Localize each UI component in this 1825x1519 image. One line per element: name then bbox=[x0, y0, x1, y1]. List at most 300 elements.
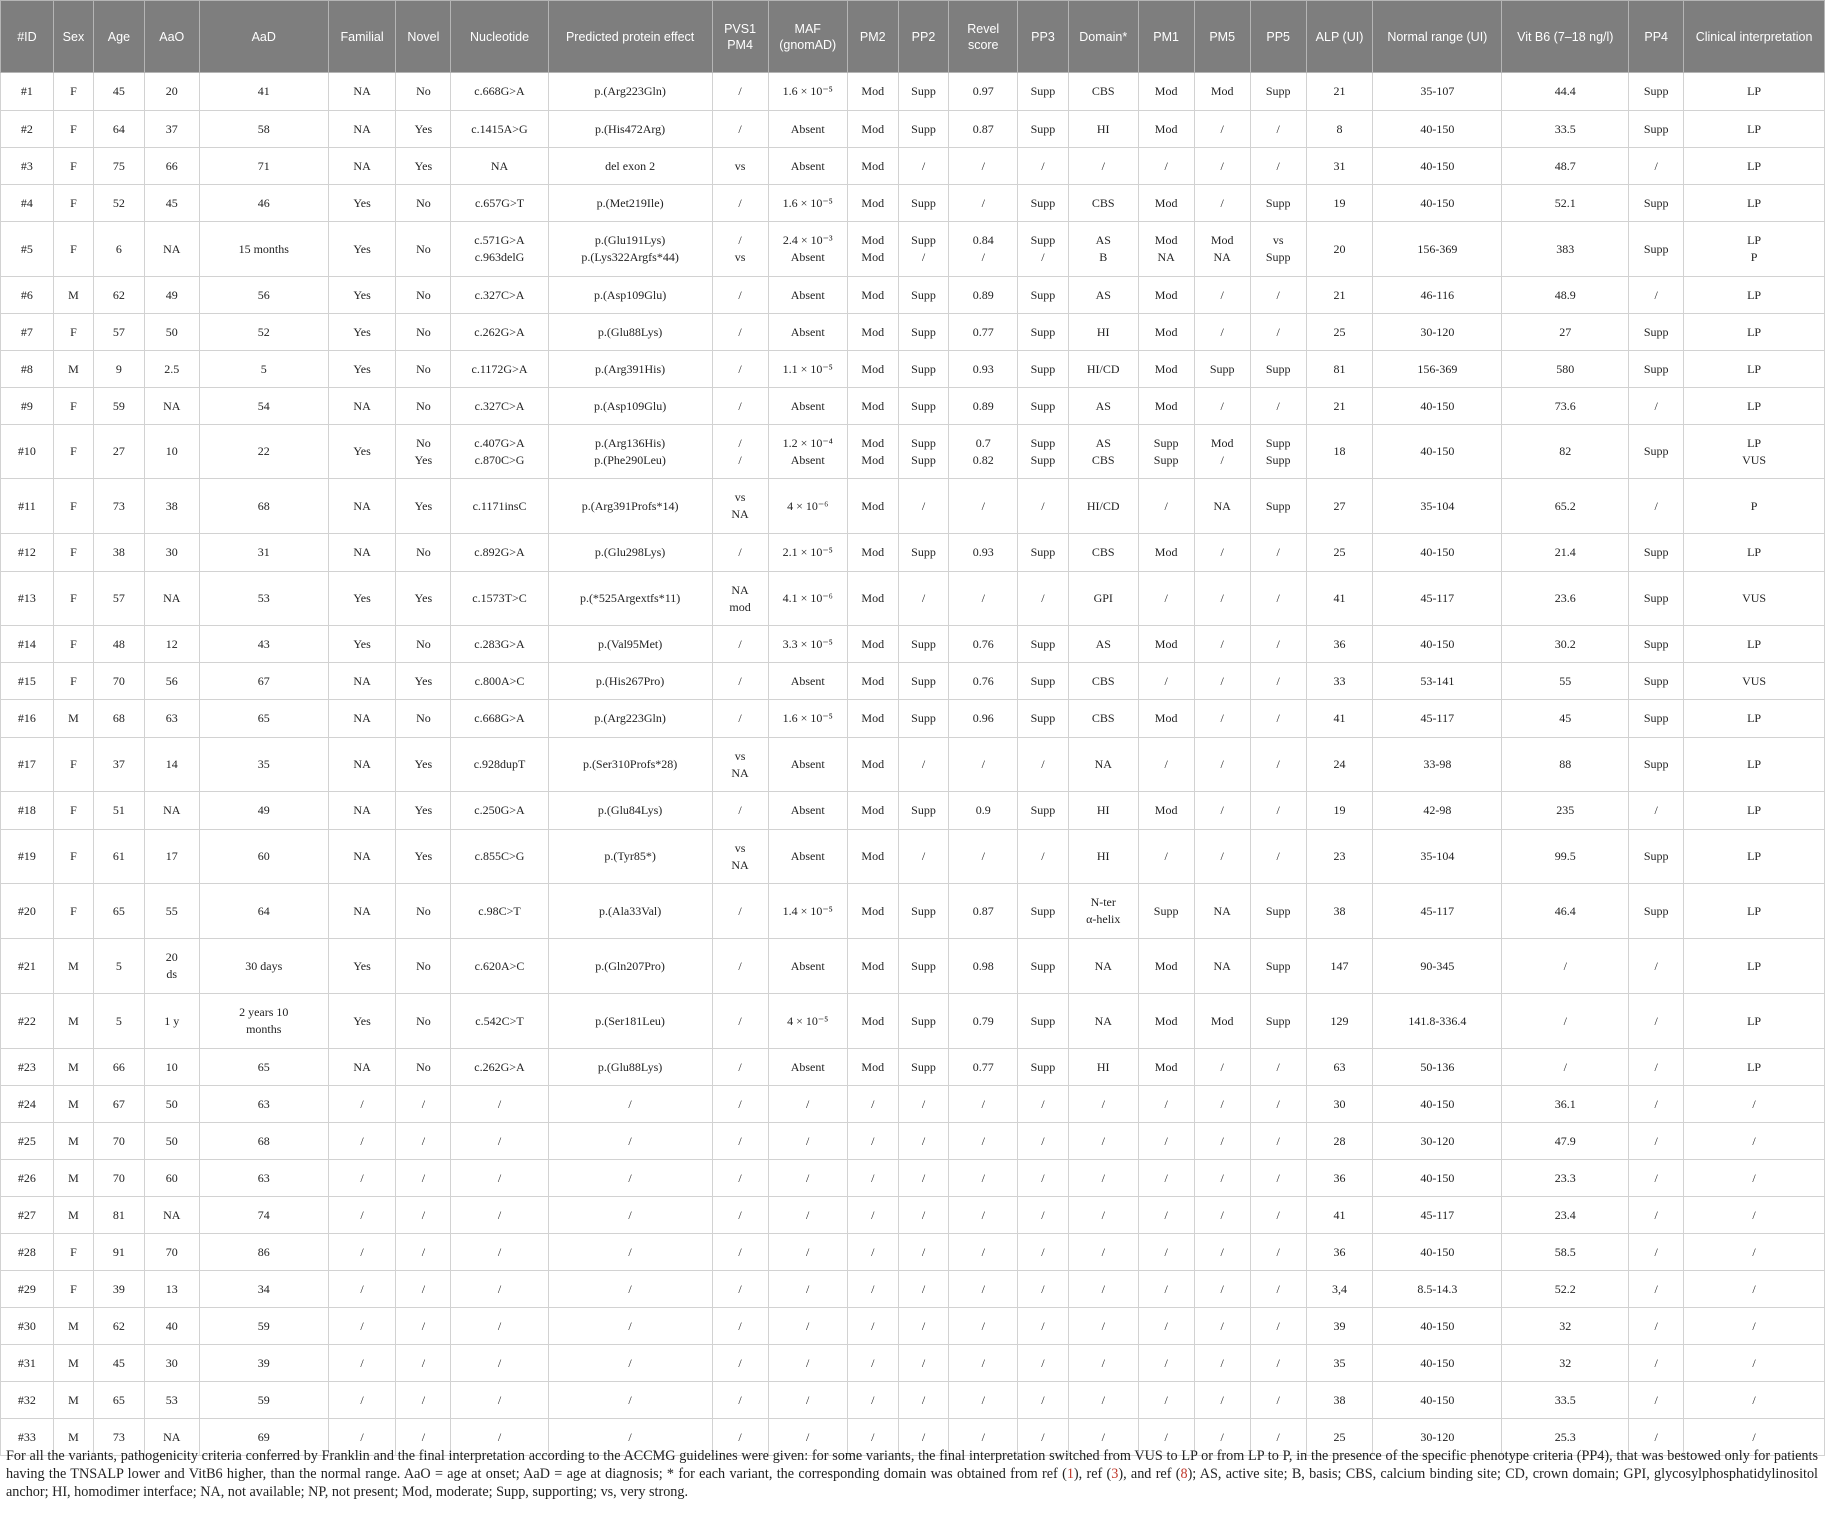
cell-pp2 bbox=[898, 830, 949, 884]
cell-line: F bbox=[70, 158, 77, 173]
cell-line: / bbox=[628, 1170, 632, 1185]
cell-line: Mod bbox=[861, 361, 885, 376]
footnote-ref-2[interactable]: 3 bbox=[1111, 1466, 1119, 1482]
col-header-clinical-interpretation: Clinical interpretation bbox=[1684, 1, 1825, 73]
cell-normal-range-ui bbox=[1373, 314, 1502, 351]
cell-line: p.(Arg136His) bbox=[595, 435, 666, 450]
cell-line: #3 bbox=[20, 158, 33, 173]
cell-line: Mod bbox=[861, 545, 885, 559]
cell-aao bbox=[144, 884, 199, 939]
cell-line: 45 bbox=[1559, 711, 1572, 725]
cell-line: NA bbox=[1213, 250, 1231, 264]
cell-pp5 bbox=[1250, 572, 1306, 626]
cell-vit-b6-7-18-ng-l bbox=[1502, 425, 1629, 479]
cell-alp-ui bbox=[1306, 830, 1373, 884]
cell-line: 64 bbox=[112, 121, 125, 136]
cell-alp-ui bbox=[1306, 1271, 1373, 1308]
cell-line: c.800A>C bbox=[474, 673, 525, 688]
cell-age bbox=[94, 884, 145, 939]
cell-line: HI bbox=[1096, 1059, 1110, 1074]
cell-pp5 bbox=[1250, 1308, 1306, 1345]
cell-revel-score bbox=[949, 700, 1018, 738]
cell-sex bbox=[53, 277, 93, 314]
cell-line: / bbox=[806, 1133, 810, 1148]
cell-line: p.(Ser310Profs*28) bbox=[582, 757, 678, 771]
cell-familial bbox=[328, 1197, 396, 1234]
cell-line: Yes bbox=[414, 498, 433, 513]
cell-age bbox=[94, 314, 145, 351]
cell-familial bbox=[328, 1234, 396, 1271]
cell-line: / bbox=[360, 1096, 364, 1111]
cell-line: VUS bbox=[1742, 452, 1767, 467]
table-row bbox=[1, 1345, 1825, 1382]
cell-line: CBS bbox=[1091, 84, 1115, 98]
cell-aao bbox=[144, 1234, 199, 1271]
table-row bbox=[1, 663, 1825, 700]
cell-line: 39 bbox=[257, 1355, 270, 1370]
cell-domain bbox=[1068, 1271, 1138, 1308]
cell-line: 19 bbox=[1333, 195, 1346, 210]
cell-normal-range-ui bbox=[1373, 884, 1502, 939]
cell-line: / bbox=[1276, 1244, 1280, 1259]
cell-maf-gnomad bbox=[768, 148, 847, 185]
cell-predicted-protein-effect bbox=[548, 314, 712, 351]
footnote-ref-3[interactable]: 8 bbox=[1180, 1466, 1188, 1482]
cell-age bbox=[94, 1234, 145, 1271]
footnote-text-4: ); AS, active site; B, basis; CBS, calcium binding site; CD, crown domain; GPI, glycosylphosphatidylinositol anchor; HI, homodimer interface; NA, not available; NP, not present; Mod, moderate; Supp, supporting; vs, very strong. bbox=[6, 1466, 1818, 1500]
cell-domain bbox=[1068, 663, 1138, 700]
cell-familial bbox=[328, 314, 396, 351]
cell-revel-score bbox=[949, 425, 1018, 479]
cell-line: / bbox=[921, 1096, 926, 1111]
cell-line: / bbox=[1276, 1096, 1280, 1111]
cell-line: 68 bbox=[257, 498, 270, 513]
cell-line: 0.87 bbox=[972, 903, 994, 918]
cell-id bbox=[1, 1123, 54, 1160]
cell-line: Yes bbox=[353, 636, 371, 651]
cell-clinical-interpretation bbox=[1684, 884, 1825, 939]
cell-novel bbox=[396, 884, 451, 939]
cell-aad bbox=[199, 626, 328, 663]
cell-line: 67 bbox=[112, 1096, 125, 1111]
cell-novel bbox=[396, 738, 451, 792]
cell-pvs1-pm4 bbox=[712, 700, 768, 738]
cell-line: Mod bbox=[1154, 803, 1178, 817]
cell-maf-gnomad bbox=[768, 479, 847, 534]
cell-line: 40-150 bbox=[1420, 545, 1455, 559]
cell-age bbox=[94, 1086, 145, 1123]
cell-line: / bbox=[1101, 1096, 1105, 1111]
cell-line: 35-107 bbox=[1420, 84, 1455, 98]
cell-line: Yes bbox=[353, 361, 371, 376]
cell-pm1 bbox=[1138, 738, 1194, 792]
cell-line: Absent bbox=[790, 398, 825, 413]
cell-line: vs bbox=[734, 748, 746, 763]
cell-pp2 bbox=[898, 626, 949, 663]
cell-line: / bbox=[738, 803, 742, 817]
cell-line: 2.1 × 10⁻⁵ bbox=[782, 545, 833, 559]
cell-line: Mod bbox=[1154, 1013, 1178, 1028]
cell-aad bbox=[199, 479, 328, 534]
cell-line: NA bbox=[731, 765, 749, 780]
cell-line: / bbox=[1041, 1244, 1045, 1259]
cell-line: Mod bbox=[861, 636, 885, 651]
cell-familial bbox=[328, 1160, 396, 1197]
cell-line: / bbox=[1220, 673, 1224, 688]
cell-predicted-protein-effect bbox=[548, 792, 712, 830]
cell-line: LP bbox=[1747, 849, 1762, 863]
cell-line: 68 bbox=[112, 711, 125, 725]
cell-id bbox=[1, 994, 54, 1049]
cell-clinical-interpretation bbox=[1684, 738, 1825, 792]
cell-pm5 bbox=[1194, 830, 1250, 884]
cell-pp5 bbox=[1250, 626, 1306, 663]
cell-line: 40-150 bbox=[1420, 195, 1455, 210]
cell-revel-score bbox=[949, 111, 1018, 148]
cell-line: Yes bbox=[414, 158, 433, 173]
col-header-pm1: PM1 bbox=[1138, 1, 1194, 73]
cell-line: Mod bbox=[1210, 435, 1234, 450]
cell-line: Supp bbox=[911, 398, 936, 413]
cell-line: Supp bbox=[1030, 673, 1056, 688]
cell-line: NA bbox=[353, 673, 371, 688]
cell-line: / bbox=[1101, 1318, 1105, 1333]
cell-line: / bbox=[1563, 1059, 1567, 1074]
cell-line: / bbox=[806, 1096, 810, 1111]
cell-clinical-interpretation bbox=[1684, 1086, 1825, 1123]
cell-line: GPI bbox=[1093, 591, 1113, 605]
cell-line: No bbox=[416, 241, 431, 256]
cell-domain bbox=[1068, 1382, 1138, 1419]
cell-normal-range-ui bbox=[1373, 388, 1502, 425]
cell-clinical-interpretation bbox=[1684, 277, 1825, 314]
cell-line: vs bbox=[1272, 233, 1284, 247]
cell-line: p.(Val95Met) bbox=[597, 636, 663, 651]
cell-line: Yes bbox=[414, 452, 433, 467]
cell-line: 57 bbox=[112, 324, 125, 339]
table-row bbox=[1, 425, 1825, 479]
footnote-ref-1[interactable]: 1 bbox=[1066, 1466, 1074, 1482]
cell-alp-ui bbox=[1306, 792, 1373, 830]
cell-pm1 bbox=[1138, 1308, 1194, 1345]
cell-line: Supp bbox=[1153, 435, 1179, 450]
cell-aad bbox=[199, 1123, 328, 1160]
cell-line: 156-369 bbox=[1417, 241, 1458, 256]
cell-line: / bbox=[628, 1392, 632, 1407]
cell-line: Supp bbox=[1643, 361, 1669, 376]
cell-maf-gnomad bbox=[768, 939, 847, 994]
cell-maf-gnomad bbox=[768, 222, 847, 277]
cell-line: / bbox=[921, 591, 926, 605]
cell-line: / bbox=[1276, 1355, 1280, 1370]
cell-line: NA bbox=[163, 591, 181, 605]
cell-line: 12 bbox=[165, 636, 178, 651]
cell-revel-score bbox=[949, 792, 1018, 830]
cell-familial bbox=[328, 994, 396, 1049]
cell-line: 81 bbox=[112, 1207, 125, 1222]
cell-domain bbox=[1068, 1160, 1138, 1197]
cell-pp3 bbox=[1018, 425, 1069, 479]
cell-line: CBS bbox=[1091, 195, 1115, 210]
cell-line: / bbox=[738, 121, 742, 136]
cell-pm2 bbox=[847, 388, 898, 425]
cell-line: / bbox=[1101, 1281, 1105, 1296]
cell-line: / bbox=[628, 1429, 632, 1444]
cell-predicted-protein-effect bbox=[548, 111, 712, 148]
cell-pp3 bbox=[1018, 1271, 1069, 1308]
cell-aao bbox=[144, 738, 199, 792]
cell-novel bbox=[396, 222, 451, 277]
cell-line: 48 bbox=[112, 636, 125, 651]
table-row bbox=[1, 1382, 1825, 1419]
table-row bbox=[1, 534, 1825, 572]
cell-vit-b6-7-18-ng-l bbox=[1502, 1234, 1629, 1271]
cell-line: / bbox=[360, 1244, 364, 1259]
cell-line: 2.5 bbox=[164, 361, 180, 376]
cell-id bbox=[1, 830, 54, 884]
cell-pp4 bbox=[1629, 1197, 1684, 1234]
cell-line: 36 bbox=[1333, 636, 1346, 651]
cell-line: vs bbox=[734, 840, 746, 855]
cell-line: Mod bbox=[1154, 324, 1178, 339]
cell-pm1 bbox=[1138, 792, 1194, 830]
cell-alp-ui bbox=[1306, 1160, 1373, 1197]
cell-line: 66 bbox=[165, 158, 178, 173]
cell-alp-ui bbox=[1306, 222, 1373, 277]
cell-line: / bbox=[1654, 1096, 1658, 1111]
cell-pp3 bbox=[1018, 1382, 1069, 1419]
cell-line: M bbox=[68, 1207, 79, 1222]
cell-line: / bbox=[360, 1281, 364, 1296]
cell-familial bbox=[328, 111, 396, 148]
cell-aao bbox=[144, 277, 199, 314]
cell-line: 0.77 bbox=[972, 324, 994, 339]
cell-line: NA bbox=[1213, 958, 1231, 973]
cell-line: 24 bbox=[1333, 757, 1346, 771]
cell-line: #5 bbox=[20, 241, 33, 256]
cell-maf-gnomad bbox=[768, 1308, 847, 1345]
cell-vit-b6-7-18-ng-l bbox=[1502, 1382, 1629, 1419]
cell-line: Mod bbox=[1154, 398, 1178, 413]
cell-aad bbox=[199, 277, 328, 314]
cell-age bbox=[94, 148, 145, 185]
cell-line: / bbox=[1220, 1170, 1224, 1185]
table-row bbox=[1, 479, 1825, 534]
cell-sex bbox=[53, 1086, 93, 1123]
cell-line: c.1415A>G bbox=[471, 121, 528, 136]
cell-domain bbox=[1068, 830, 1138, 884]
cell-line: / bbox=[1164, 1355, 1168, 1370]
cell-line: 46.4 bbox=[1554, 903, 1576, 918]
cell-line: NA bbox=[163, 1429, 181, 1444]
cell-line: c.1172G>A bbox=[471, 361, 528, 376]
cell-pm5 bbox=[1194, 884, 1250, 939]
cell-line: No bbox=[416, 903, 431, 918]
cell-predicted-protein-effect bbox=[548, 73, 712, 111]
cell-line: / bbox=[1164, 1318, 1168, 1333]
cell-revel-score bbox=[949, 479, 1018, 534]
cell-id bbox=[1, 792, 54, 830]
cell-nucleotide bbox=[451, 388, 548, 425]
cell-novel bbox=[396, 1123, 451, 1160]
cell-aao bbox=[144, 185, 199, 222]
cell-line: / bbox=[921, 849, 926, 863]
cell-line: No bbox=[416, 324, 431, 339]
cell-pvs1-pm4 bbox=[712, 830, 768, 884]
cell-line: Mod bbox=[861, 195, 885, 210]
cell-alp-ui bbox=[1306, 148, 1373, 185]
cell-predicted-protein-effect bbox=[548, 1086, 712, 1123]
cell-age bbox=[94, 425, 145, 479]
cell-sex bbox=[53, 111, 93, 148]
cell-line: 58.5 bbox=[1554, 1244, 1576, 1259]
cell-line: NA bbox=[731, 507, 749, 521]
cell-line: 33-98 bbox=[1423, 757, 1452, 771]
cell-line: / bbox=[1220, 545, 1224, 559]
cell-line: Yes bbox=[414, 121, 433, 136]
footnote-text-2: ), ref ( bbox=[1073, 1466, 1112, 1482]
cell-novel bbox=[396, 792, 451, 830]
cell-pp3 bbox=[1018, 479, 1069, 534]
cell-line: HI bbox=[1096, 121, 1110, 136]
cell-line: 37 bbox=[165, 121, 178, 136]
cell-line: Supp bbox=[1030, 1013, 1056, 1028]
cell-line: HI bbox=[1096, 849, 1110, 863]
cell-line: c.657G>T bbox=[474, 195, 525, 210]
cell-pp2 bbox=[898, 572, 949, 626]
cell-line: / bbox=[1041, 1392, 1045, 1407]
cell-line: / bbox=[1752, 1392, 1756, 1407]
cell-line: 0.76 bbox=[972, 636, 994, 651]
cell-pp4 bbox=[1629, 479, 1684, 534]
cell-vit-b6-7-18-ng-l bbox=[1502, 148, 1629, 185]
cell-line: / bbox=[1654, 498, 1658, 513]
cell-line: p.(Arg223Gln) bbox=[594, 711, 666, 725]
cell-vit-b6-7-18-ng-l bbox=[1502, 700, 1629, 738]
cell-pp4 bbox=[1629, 1271, 1684, 1308]
cell-line: / bbox=[1654, 158, 1658, 173]
cell-line: Yes bbox=[353, 1013, 371, 1028]
cell-line: / bbox=[1164, 757, 1168, 771]
cell-line: 17 bbox=[165, 849, 178, 863]
cell-aad bbox=[199, 1160, 328, 1197]
cell-familial bbox=[328, 73, 396, 111]
cell-line: Yes bbox=[414, 803, 433, 817]
cell-line: 38 bbox=[165, 498, 178, 513]
cell-line: 40-150 bbox=[1420, 1355, 1455, 1370]
cell-line: LP bbox=[1747, 84, 1762, 98]
cell-pm1 bbox=[1138, 1086, 1194, 1123]
cell-age bbox=[94, 1123, 145, 1160]
cell-aad bbox=[199, 1308, 328, 1345]
cell-line: / bbox=[1276, 1318, 1280, 1333]
cell-line: 0.77 bbox=[972, 1059, 994, 1074]
cell-pm5 bbox=[1194, 1197, 1250, 1234]
cell-line: / bbox=[1654, 1392, 1658, 1407]
cell-familial bbox=[328, 939, 396, 994]
cell-line: #33 bbox=[17, 1429, 36, 1444]
cell-alp-ui bbox=[1306, 479, 1373, 534]
cell-familial bbox=[328, 626, 396, 663]
cell-pp2 bbox=[898, 222, 949, 277]
cell-sex bbox=[53, 1345, 93, 1382]
cell-line: / bbox=[738, 1133, 742, 1148]
cell-line: 74 bbox=[257, 1207, 270, 1222]
cell-line: No bbox=[416, 84, 431, 98]
cell-line: / bbox=[871, 1133, 875, 1148]
cell-pp2 bbox=[898, 1123, 949, 1160]
cell-pp4 bbox=[1629, 663, 1684, 700]
cell-pm2 bbox=[847, 1049, 898, 1086]
cell-id bbox=[1, 148, 54, 185]
cell-novel bbox=[396, 1049, 451, 1086]
cell-line: / bbox=[981, 195, 985, 210]
cell-line: Mod bbox=[861, 903, 885, 918]
cell-vit-b6-7-18-ng-l bbox=[1502, 572, 1629, 626]
cell-line: 10 bbox=[165, 444, 178, 458]
cell-line: 23.3 bbox=[1554, 1170, 1576, 1185]
cell-line: / bbox=[1220, 452, 1224, 467]
cell-sex bbox=[53, 939, 93, 994]
cell-pm5 bbox=[1194, 351, 1250, 388]
cell-line: 30 days bbox=[245, 958, 283, 973]
cell-line: 86 bbox=[257, 1244, 270, 1259]
cell-line: 9 bbox=[115, 361, 122, 376]
cell-line: 40-150 bbox=[1420, 1170, 1455, 1185]
cell-line: / bbox=[981, 1429, 985, 1444]
cell-pm5 bbox=[1194, 534, 1250, 572]
cell-novel bbox=[396, 1197, 451, 1234]
cell-line: Mod bbox=[1210, 84, 1234, 98]
cell-familial bbox=[328, 1086, 396, 1123]
cell-maf-gnomad bbox=[768, 1160, 847, 1197]
cell-line: VUS bbox=[1742, 673, 1767, 688]
table-row bbox=[1, 884, 1825, 939]
cell-pvs1-pm4 bbox=[712, 1086, 768, 1123]
cell-clinical-interpretation bbox=[1684, 73, 1825, 111]
cell-line: 47.9 bbox=[1554, 1133, 1576, 1148]
cell-line: / bbox=[738, 361, 742, 376]
cell-maf-gnomad bbox=[768, 73, 847, 111]
cell-aad bbox=[199, 314, 328, 351]
cell-line: / bbox=[1220, 1355, 1224, 1370]
cell-alp-ui bbox=[1306, 626, 1373, 663]
cell-line: 64 bbox=[257, 903, 270, 918]
cell-line: 35-104 bbox=[1420, 849, 1455, 863]
cell-line: / bbox=[738, 958, 742, 973]
cell-line: / bbox=[1654, 1244, 1658, 1259]
cell-predicted-protein-effect bbox=[548, 1123, 712, 1160]
cell-nucleotide bbox=[451, 626, 548, 663]
cell-revel-score bbox=[949, 1271, 1018, 1308]
cell-line: / bbox=[360, 1392, 364, 1407]
cell-line: Mod bbox=[861, 849, 885, 863]
cell-line: / bbox=[1220, 158, 1224, 173]
cell-normal-range-ui bbox=[1373, 148, 1502, 185]
cell-line: / bbox=[738, 1244, 742, 1259]
cell-pp3 bbox=[1018, 830, 1069, 884]
cell-line: M bbox=[68, 361, 79, 376]
cell-line: c.668G>A bbox=[474, 711, 525, 725]
cell-line: #11 bbox=[18, 498, 36, 513]
cell-line: vs bbox=[734, 250, 746, 264]
cell-age bbox=[94, 572, 145, 626]
cell-id bbox=[1, 73, 54, 111]
cell-normal-range-ui bbox=[1373, 830, 1502, 884]
cell-line: / bbox=[360, 1318, 364, 1333]
cell-line: 45-117 bbox=[1420, 591, 1455, 605]
cell-line: 81 bbox=[1333, 361, 1346, 376]
